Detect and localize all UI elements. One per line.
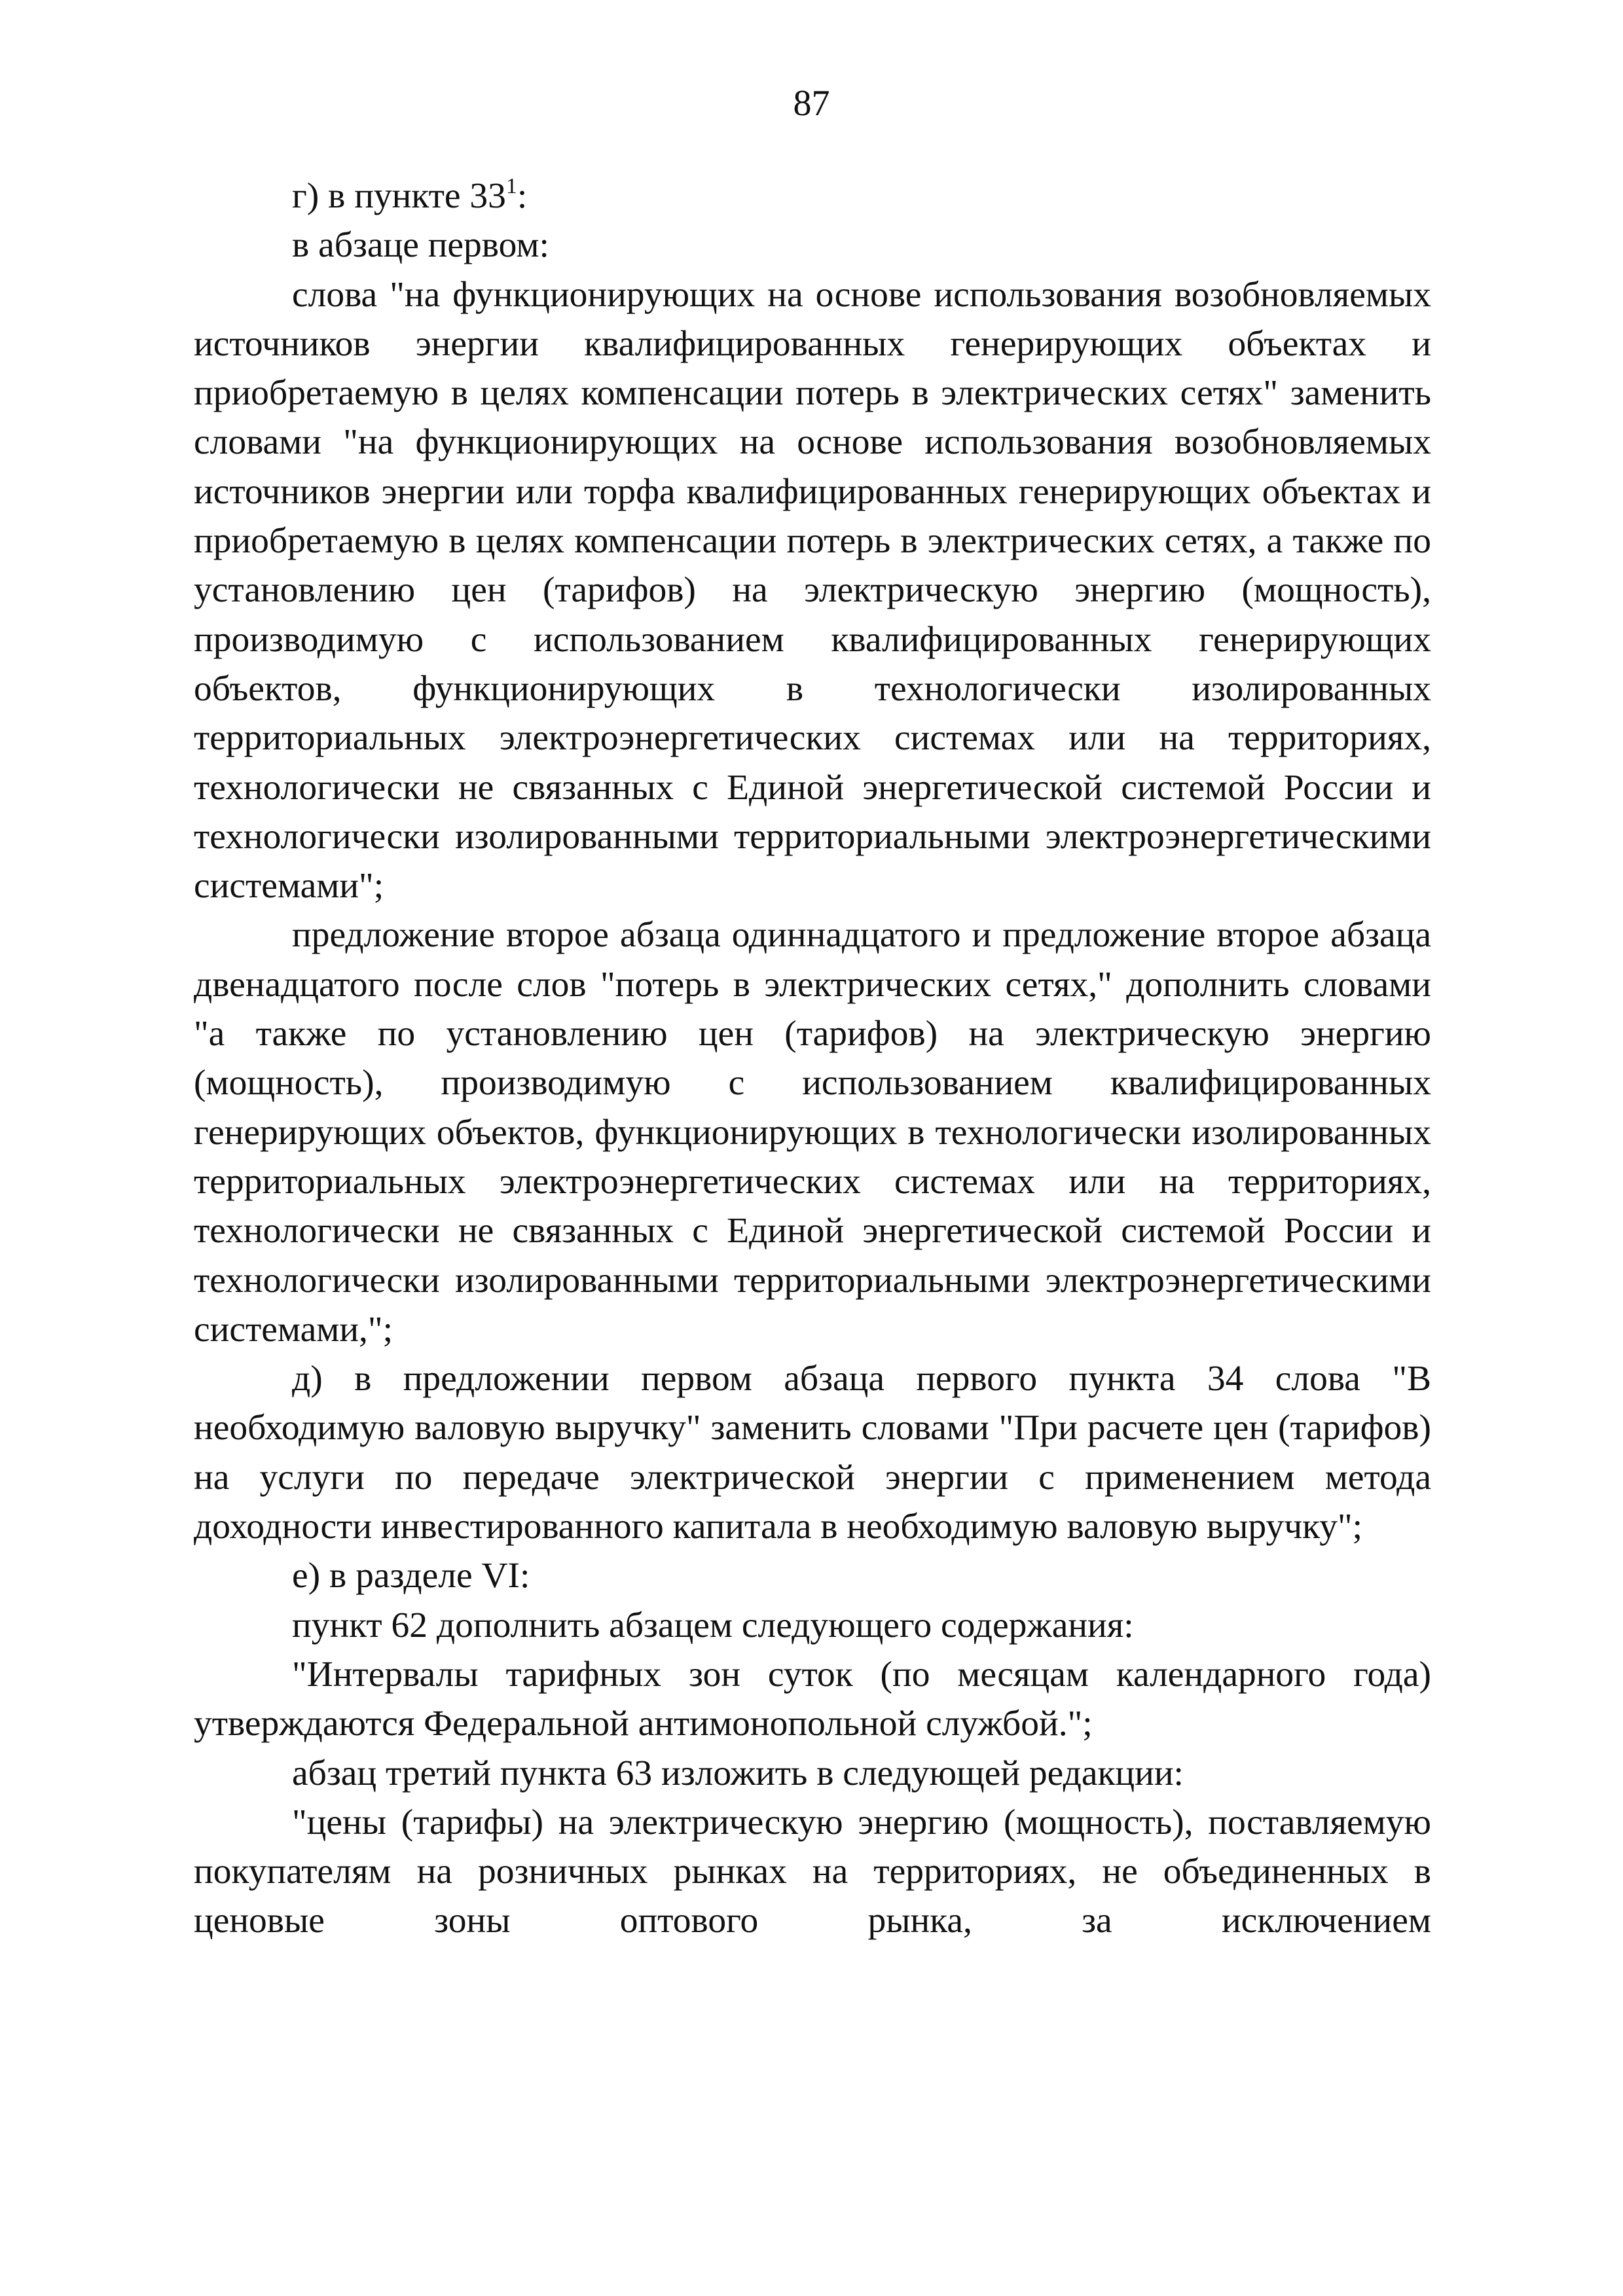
paragraph-words-replacement: слова "на функционирующих на основе использования возобновляемых источников энергии квалифицированных генерирующих объектах и приобретаемую в целях компенсации потерь в электрических сетях" заменить словами "на функционирующих на основе использования возобновляемых источников энергии или торфа квалифицированных генерирующих объектах и приобретаемую в целях компенсации потерь в электрических сетях, а также по установлению цен (тарифов) на электрическую энергию (мощность), производимую с использованием квалифицированных генерирующих объектов, функционирующих в технологически изолированных территориальных электроэнергетических системах или на территориях, технологически не связанных с Единой энергетической системой России и технологически изолированными территориальными электроэнергетическими системами"; <box>194 274 1431 906</box>
paragraph-item-e: е) в разделе VI: <box>292 1556 530 1596</box>
paragraph-text: : <box>517 176 528 216</box>
paragraph-prices: "цены (тарифы) на электрическую энергию (мощность), поставляемую покупателям на розничных рынках на территориях, не объединенных в ценовые зоны оптового рынка, за исключением <box>194 1802 1431 1941</box>
superscript: 1 <box>505 174 517 198</box>
paragraph-item-g <box>194 171 1431 221</box>
page-number: 87 <box>793 83 830 124</box>
paragraph-item-d: д) в предложении первом абзаца первого пункта 34 слова "В необходимую валовую выручку" заменить словами "При расчете цен (тарифов) на услуги по передаче электрической энергии с применением метода доходности инвестированного капитала в необходимую валовую выручку"; <box>194 1359 1431 1547</box>
paragraph-intervals: "Интервалы тарифных зон суток (по месяцам календарного года) утверждаются Федеральной антимонопольной службой."; <box>194 1654 1431 1744</box>
document-body <box>194 171 1431 1946</box>
paragraph-first-abzats: в абзаце первом: <box>292 225 549 266</box>
paragraph-point-62: пункт 62 дополнить абзацем следующего содержания: <box>292 1605 1134 1645</box>
paragraph-point-63: абзац третий пункта 63 изложить в следующей редакции: <box>292 1753 1184 1793</box>
paragraph-text: г) в пункте 33 <box>292 176 506 216</box>
paragraph-sentence-two: предложение второе абзаца одиннадцатого и предложение второе абзаца двенадцатого после слов "потерь в электрических сетях," дополнить словами "а также по установлению цен (тарифов) на электрическую энергию (мощность), производимую с использованием квалифицированных генерирующих объектов, функционирующих в технологически изолированных территориальных электроэнергетических системах или на территориях, технологически не связанных с Единой энергетической системой России и технологически изолированными территориальными электроэнергетическими системами,"; <box>194 915 1431 1350</box>
